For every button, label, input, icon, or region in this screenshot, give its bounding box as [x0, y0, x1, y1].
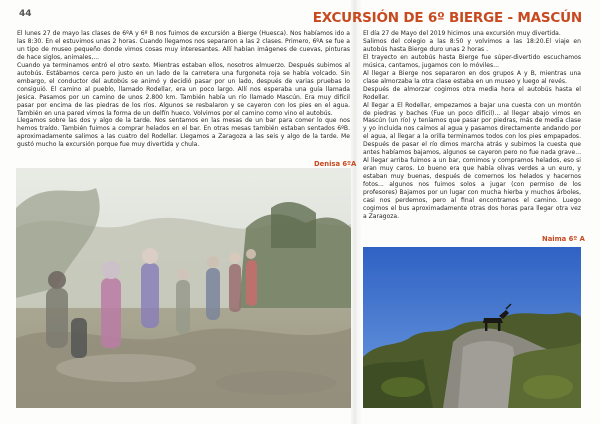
- group-hiking-photo-image: [16, 168, 351, 408]
- group-hiking-photo: [16, 168, 351, 408]
- page-gutter: [349, 0, 363, 424]
- right-paragraph: Después de almorzar cogimos otra media hora el autobús hasta el Rodellar.: [363, 85, 581, 101]
- goat-on-rock-photo-image: [363, 247, 581, 408]
- right-paragraph: Al llegar a Bierge nos separaron en dos grupos A y B, mientras una clase almorzaba la otra clase estaba en un museo y luego al revés.: [363, 69, 581, 85]
- left-paragraph: El lunes 27 de mayo las clases de 6ºA y 6º B nos fuimos de excursión a Bierge (Huesca). Nos habíamos ido a las 8:30. En el estuvimos unas 2 horas. Cuando llegamos nos separaron a las 2 clases. Primero, 6ºA se fue a un tipo de museo pequeño donde vimos cosas muy interesantes. Allí habían imágenes de cuevas, pinturas de hace siglos, animales,...: [17, 30, 350, 61]
- goat-on-rock-photo: [363, 247, 581, 408]
- page-number: 44: [19, 9, 32, 19]
- right-paragraph: El trayecto en autobús hasta Bierge fue súper-divertido escuchamos música, cantamos, jugamos con lo móviles...: [363, 53, 581, 69]
- left-story-text: [17, 30, 350, 149]
- left-paragraph: Llegamos sobre las dos y algo de la tarde. Nos sentamos en las mesas de un bar para comer lo que nos hemos traído. También fuimos a comprar helados en el bar. En otras mesas también estaban sentados 6ºB. aproximadamente salimos a las cuatro del Rodellar. Llegamos a Zaragoza a las seis y algo de la tarde. Me gustó mucho la excursión porque fue muy divertida y chula.: [17, 117, 350, 149]
- left-author-signature: Denisa 6ºA: [314, 160, 357, 168]
- right-paragraph: Al llegar a El Rodellar, empezamos a bajar una cuesta con un montón de piedras y baches (Fue un poco difícil)... al llegar abajo vimos en Mascún (un río) y teníamos que pasar por piedras, más de media clase y yo incluida nos caímos al agua y pasamos directamente andando por el agua, al llegar a la orilla terminamos todos con los pies empapados. Después de pasar el río dimos marcha atrás y subimos la cuesta que antes habíamos bajamos, algunos se cayeron pero no fue nada grave... Al llegar arriba fuimos a un bar, comimos y compramos helados, eso si eran muy caros. Lo bueno era que había olivas verdes a un euro, y estaban muy buenas, después de comernos los helados y hacernos fotos... algunos nos fuimos solos a jugar (con permiso de los profesores) Bajamos por un lugar con mucha hierba y muchos árboles, casi nos perdemos, pero al final encontramos el camino. Luego cogimos el bus aproximadamente otras dos horas para llegar otra vez a Zaragoza.: [363, 101, 581, 220]
- right-story-text: [363, 30, 581, 221]
- right-paragraph: El día 27 de Mayo del 2019 hicimos una excursión muy divertida.: [363, 30, 561, 37]
- right-author-signature: Naima 6º A: [542, 235, 585, 243]
- article-title: EXCURSIÓN DE 6º BIERGE - MASCÚN: [312, 10, 582, 26]
- left-paragraph: Cuando ya terminamos entró el otro sexto. Mientras estaban ellos, nosotros almuerzo. Después subimos al autobús. Estábamos cerca pero justo en un lado de la carretera una furgoneta roja se había volcado. Sin embargo, el conductor del autobús se animó y decidió pasar por un lado, después de varias pruebas lo consiguió. El camino al pueblo, llamado Rodellar, era un poco largo. Allí nos esperaba una guía llamada Jesica. Pasamos por un camino de unos 2.800 km. También había un río llamado Mascún. Era muy difícil pasar por encima de las piedras de los ríos. Algunos se resbalaron y se cayeron con los pies en el agua. También en una pared vimos la forma de un delfín hueco. Volvimos por el camino como vino el autobús.: [17, 61, 350, 117]
- right-paragraph: Salimos del colegio a las 8:50 y volvimos a las 18:20.El viaje en autobús hasta Bierge duro unas 2 horas .: [363, 37, 581, 53]
